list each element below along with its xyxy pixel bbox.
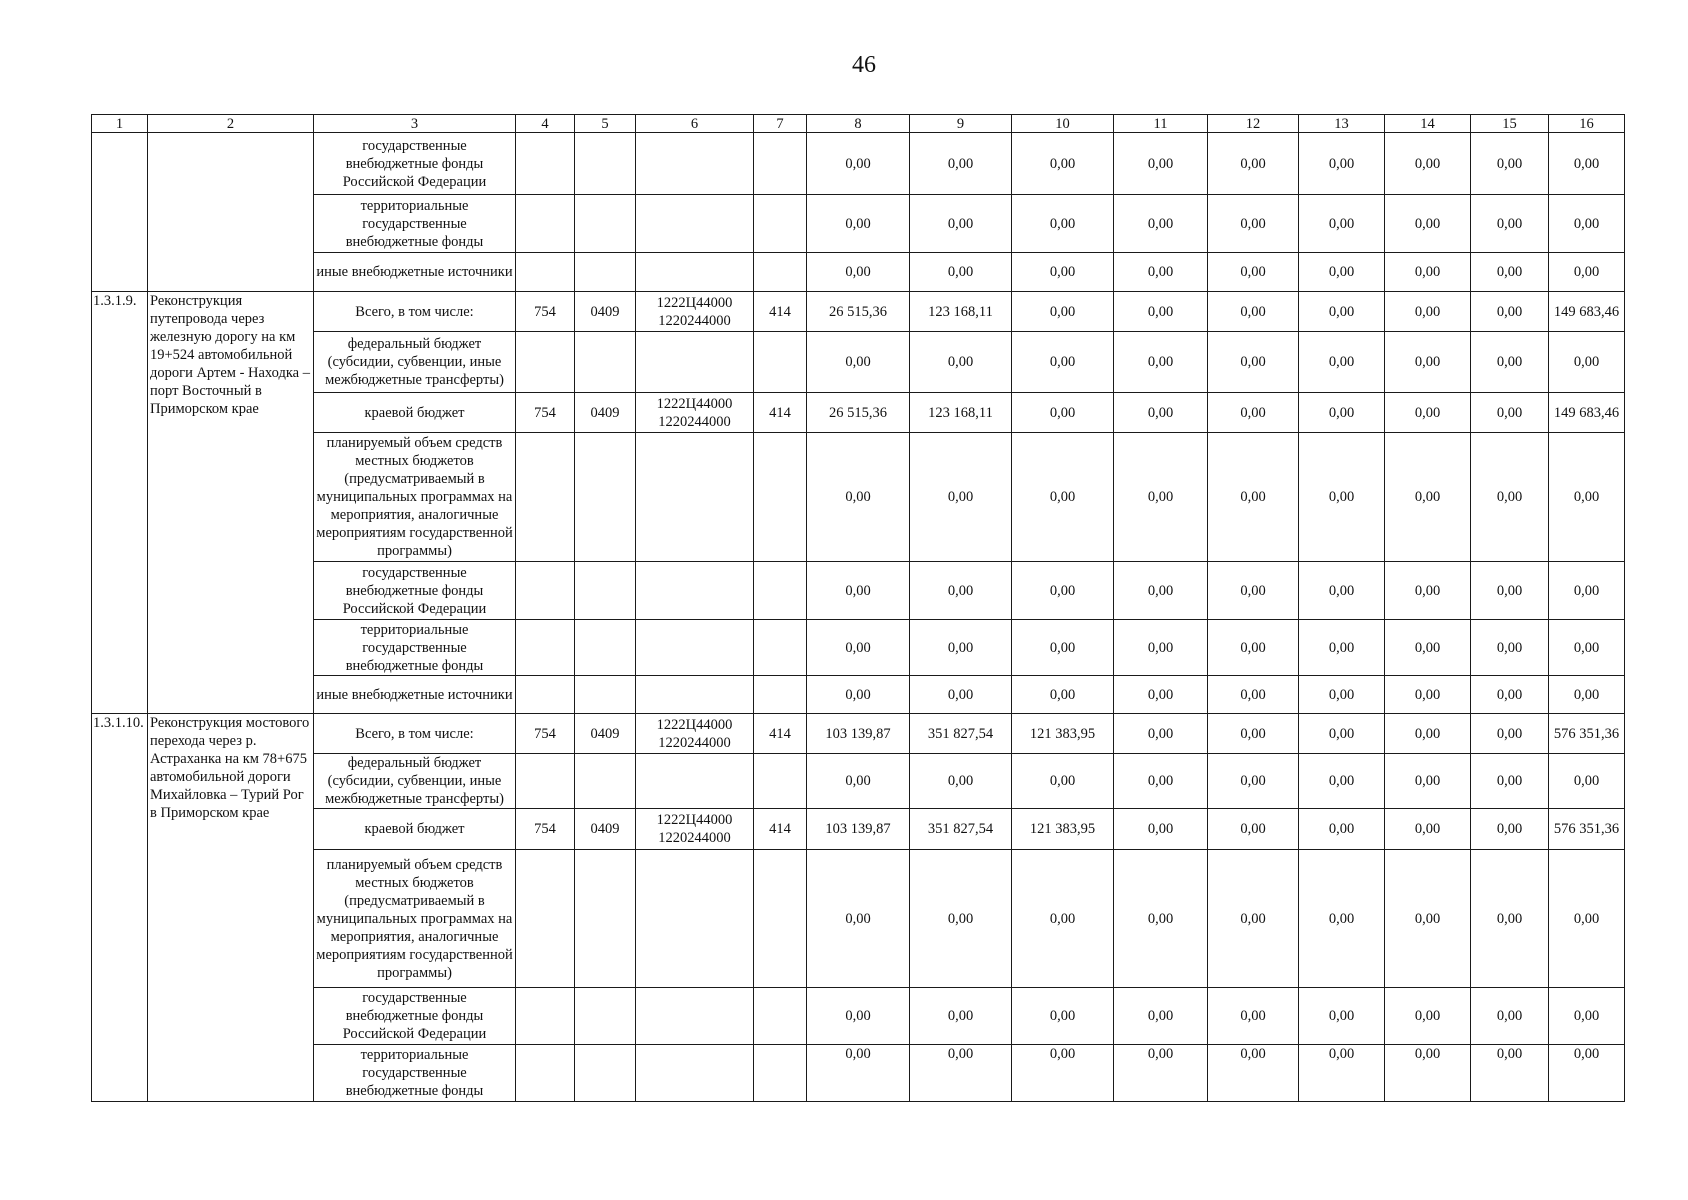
value-cell: 0,00 [1012, 133, 1114, 195]
value-cell: 0,00 [807, 850, 910, 988]
value-cell: 0,00 [910, 253, 1012, 292]
value-cell: 0,00 [1114, 133, 1208, 195]
rzpr-cell [575, 988, 636, 1045]
budget-table [91, 114, 1625, 1102]
source-label: краевой бюджет [314, 393, 516, 433]
value-cell: 0,00 [1208, 620, 1299, 676]
vr-cell [754, 988, 807, 1045]
value-cell: 0,00 [1012, 292, 1114, 332]
value-cell: 0,00 [1114, 809, 1208, 850]
value-cell: 0,00 [1471, 1045, 1549, 1102]
table-row [92, 754, 1625, 809]
grbs-cell [516, 1045, 575, 1102]
value-cell: 0,00 [1114, 988, 1208, 1045]
source-label: иные внебюджетные источники [314, 253, 516, 292]
value-cell: 0,00 [807, 562, 910, 620]
csr-code-1: 1222Ц44000 [656, 812, 733, 828]
total-cell: 149 683,46 [1549, 292, 1625, 332]
table-row [92, 133, 1625, 195]
vr-cell: 414 [754, 809, 807, 850]
csr-cell [636, 133, 754, 195]
source-label: территориальные государственные внебюджетные фонды [314, 1045, 516, 1102]
value-cell: 0,00 [1114, 433, 1208, 562]
vr-cell: 414 [754, 714, 807, 754]
value-cell: 0,00 [1114, 195, 1208, 253]
value-cell: 0,00 [1471, 714, 1549, 754]
csr-cell [636, 292, 754, 332]
vr-cell: 414 [754, 292, 807, 332]
value-cell: 0,00 [1471, 754, 1549, 809]
csr-cell [636, 253, 754, 292]
value-cell: 0,00 [1385, 195, 1471, 253]
value-cell: 0,00 [1471, 133, 1549, 195]
vr-cell [754, 195, 807, 253]
value-cell: 0,00 [1385, 620, 1471, 676]
value-cell: 0,00 [807, 133, 910, 195]
value-cell: 0,00 [807, 433, 910, 562]
value-cell: 26 515,36 [807, 292, 910, 332]
value-cell: 351 827,54 [910, 714, 1012, 754]
value-cell: 0,00 [1114, 850, 1208, 988]
value-cell: 0,00 [1208, 676, 1299, 714]
col-header: 7 [754, 115, 807, 133]
rzpr-cell [575, 195, 636, 253]
vr-cell [754, 676, 807, 714]
header-row [92, 115, 1625, 133]
table-row [92, 292, 1625, 332]
source-label: государственные внебюджетные фонды Российской Федерации [314, 988, 516, 1045]
vr-cell: 414 [754, 393, 807, 433]
vr-cell [754, 562, 807, 620]
value-cell: 103 139,87 [807, 809, 910, 850]
value-cell: 0,00 [1114, 714, 1208, 754]
value-cell: 0,00 [1471, 253, 1549, 292]
rzpr-cell [575, 1045, 636, 1102]
value-cell: 0,00 [1208, 292, 1299, 332]
value-cell: 0,00 [1549, 562, 1625, 620]
grbs-cell [516, 133, 575, 195]
value-cell: 0,00 [1114, 1045, 1208, 1102]
rzpr-cell [575, 754, 636, 809]
col-header: 12 [1208, 115, 1299, 133]
table-row [92, 562, 1625, 620]
value-cell: 0,00 [1012, 754, 1114, 809]
value-cell: 0,00 [1208, 332, 1299, 393]
value-cell: 0,00 [1208, 850, 1299, 988]
value-cell: 0,00 [1385, 253, 1471, 292]
table-row [92, 195, 1625, 253]
grbs-cell [516, 676, 575, 714]
value-cell: 0,00 [1299, 562, 1385, 620]
source-label: краевой бюджет [314, 809, 516, 850]
col-header: 16 [1549, 115, 1625, 133]
source-label: планируемый объем средств местных бюджетов (предусматриваемый в муниципальных программах на мероприятия, аналогичные мероприятиям государственной программы) [314, 850, 516, 988]
value-cell: 0,00 [1549, 133, 1625, 195]
value-cell: 0,00 [1471, 393, 1549, 433]
rzpr-cell [575, 332, 636, 393]
csr-code-2: 1220244000 [658, 734, 731, 751]
value-cell: 0,00 [1549, 676, 1625, 714]
value-cell: 0,00 [910, 133, 1012, 195]
value-cell: 0,00 [1549, 433, 1625, 562]
col-header: 14 [1385, 115, 1471, 133]
value-cell: 0,00 [1471, 292, 1549, 332]
value-cell: 0,00 [1549, 195, 1625, 253]
code-cell [92, 133, 148, 292]
page-number: 46 [852, 52, 876, 78]
csr-cell [636, 1045, 754, 1102]
rzpr-cell [575, 433, 636, 562]
csr-code-2: 1220244000 [658, 830, 731, 846]
col-header: 11 [1114, 115, 1208, 133]
value-cell: 0,00 [910, 195, 1012, 253]
value-cell: 0,00 [807, 253, 910, 292]
value-cell: 0,00 [1114, 676, 1208, 714]
value-cell: 0,00 [1385, 393, 1471, 433]
value-cell: 0,00 [910, 754, 1012, 809]
rzpr-cell: 0409 [575, 292, 636, 332]
source-label: государственные внебюджетные фонды Российской Федерации [314, 133, 516, 195]
vr-cell [754, 1045, 807, 1102]
value-cell: 0,00 [1471, 433, 1549, 562]
value-cell: 0,00 [1114, 253, 1208, 292]
vr-cell [754, 433, 807, 562]
value-cell: 123 168,11 [910, 292, 1012, 332]
value-cell: 0,00 [1299, 253, 1385, 292]
col-header: 5 [575, 115, 636, 133]
item-code: 1.3.1.9. [92, 292, 148, 714]
value-cell: 0,00 [1471, 850, 1549, 988]
table-row [92, 676, 1625, 714]
table-row [92, 988, 1625, 1045]
value-cell: 0,00 [1299, 714, 1385, 754]
col-header: 2 [148, 115, 314, 133]
rzpr-cell: 0409 [575, 809, 636, 850]
value-cell: 0,00 [910, 676, 1012, 714]
value-cell: 0,00 [1208, 195, 1299, 253]
total-cell: 576 351,36 [1549, 714, 1625, 754]
csr-cell [636, 809, 754, 850]
value-cell: 0,00 [1012, 1045, 1114, 1102]
col-header: 4 [516, 115, 575, 133]
value-cell: 0,00 [1385, 133, 1471, 195]
table-row [92, 620, 1625, 676]
value-cell: 0,00 [1012, 332, 1114, 393]
value-cell: 0,00 [1012, 620, 1114, 676]
value-cell: 0,00 [807, 988, 910, 1045]
value-cell: 0,00 [1012, 850, 1114, 988]
value-cell: 0,00 [1114, 292, 1208, 332]
value-cell: 0,00 [1385, 332, 1471, 393]
value-cell: 0,00 [910, 562, 1012, 620]
value-cell: 0,00 [1208, 988, 1299, 1045]
value-cell: 0,00 [1299, 809, 1385, 850]
vr-cell [754, 620, 807, 676]
source-label: Всего, в том числе: [314, 714, 516, 754]
csr-cell [636, 195, 754, 253]
value-cell: 0,00 [1471, 676, 1549, 714]
item-name: Реконструкция путепровода через железную дорогу на км 19+524 автомобильной дороги Артем - Находка – порт Восточный в Приморском крае [148, 292, 314, 714]
source-label: Всего, в том числе: [314, 292, 516, 332]
value-cell: 0,00 [1208, 393, 1299, 433]
value-cell: 0,00 [1549, 332, 1625, 393]
source-label: иные внебюджетные источники [314, 676, 516, 714]
value-cell: 0,00 [910, 332, 1012, 393]
value-cell: 0,00 [1471, 332, 1549, 393]
csr-code-1: 1222Ц44000 [656, 395, 733, 412]
grbs-cell [516, 988, 575, 1045]
value-cell: 0,00 [1471, 620, 1549, 676]
csr-cell [636, 620, 754, 676]
value-cell: 0,00 [1385, 850, 1471, 988]
table-row [92, 1045, 1625, 1102]
source-label: государственные внебюджетные фонды Российской Федерации [314, 562, 516, 620]
grbs-cell [516, 620, 575, 676]
rzpr-cell [575, 620, 636, 676]
col-header: 6 [636, 115, 754, 133]
vr-cell [754, 754, 807, 809]
vr-cell [754, 253, 807, 292]
value-cell: 0,00 [1471, 988, 1549, 1045]
value-cell: 0,00 [1012, 433, 1114, 562]
csr-cell [636, 433, 754, 562]
value-cell: 0,00 [1012, 195, 1114, 253]
value-cell: 0,00 [1299, 195, 1385, 253]
value-cell: 0,00 [910, 620, 1012, 676]
total-cell: 149 683,46 [1549, 393, 1625, 433]
grbs-cell [516, 253, 575, 292]
value-cell: 0,00 [1299, 988, 1385, 1045]
value-cell: 0,00 [1299, 292, 1385, 332]
table-row [92, 714, 1625, 754]
source-label: планируемый объем средств местных бюджетов (предусматриваемый в муниципальных программах на мероприятия, аналогичные мероприятиям государственной программы) [314, 433, 516, 562]
value-cell: 0,00 [1549, 1045, 1625, 1102]
value-cell: 0,00 [1012, 988, 1114, 1045]
value-cell: 0,00 [1208, 433, 1299, 562]
value-cell: 0,00 [1299, 850, 1385, 988]
value-cell: 0,00 [1208, 754, 1299, 809]
col-header: 8 [807, 115, 910, 133]
value-cell: 0,00 [1299, 433, 1385, 562]
rzpr-cell [575, 253, 636, 292]
csr-cell [636, 332, 754, 393]
value-cell: 0,00 [1385, 714, 1471, 754]
value-cell: 0,00 [1549, 988, 1625, 1045]
source-label: территориальные государственные внебюджетные фонды [314, 620, 516, 676]
csr-cell [636, 562, 754, 620]
table-row [92, 433, 1625, 562]
rzpr-cell [575, 850, 636, 988]
col-header: 15 [1471, 115, 1549, 133]
col-header: 13 [1299, 115, 1385, 133]
value-cell: 0,00 [1471, 195, 1549, 253]
col-header: 10 [1012, 115, 1114, 133]
value-cell: 26 515,36 [807, 393, 910, 433]
value-cell: 0,00 [1385, 988, 1471, 1045]
table-row [92, 332, 1625, 393]
grbs-cell: 754 [516, 809, 575, 850]
csr-code-2: 1220244000 [658, 312, 731, 329]
value-cell: 0,00 [1299, 133, 1385, 195]
value-cell: 0,00 [1385, 809, 1471, 850]
grbs-cell [516, 433, 575, 562]
vr-cell [754, 133, 807, 195]
value-cell: 0,00 [910, 433, 1012, 562]
value-cell: 0,00 [1385, 754, 1471, 809]
value-cell: 121 383,95 [1012, 809, 1114, 850]
value-cell: 0,00 [1208, 133, 1299, 195]
value-cell: 0,00 [1114, 332, 1208, 393]
value-cell: 0,00 [1012, 253, 1114, 292]
rzpr-cell: 0409 [575, 714, 636, 754]
item-name: Реконструкция мостового перехода через р. Астраханка на км 78+675 автомобильной дороги Михайловка – Турий Рог в Приморском крае [148, 714, 314, 1102]
value-cell: 0,00 [1385, 433, 1471, 562]
csr-cell [636, 676, 754, 714]
value-cell: 0,00 [1208, 1045, 1299, 1102]
source-label: федеральный бюджет (субсидии, субвенции, иные межбюджетные трансферты) [314, 754, 516, 809]
value-cell: 0,00 [1549, 620, 1625, 676]
rzpr-cell [575, 562, 636, 620]
value-cell: 0,00 [1299, 332, 1385, 393]
value-cell: 0,00 [1208, 809, 1299, 850]
value-cell: 0,00 [1299, 1045, 1385, 1102]
value-cell: 0,00 [1114, 562, 1208, 620]
value-cell: 0,00 [1208, 562, 1299, 620]
csr-code-2: 1220244000 [658, 413, 731, 430]
value-cell: 0,00 [1471, 562, 1549, 620]
table-row [92, 809, 1625, 850]
value-cell: 351 827,54 [910, 809, 1012, 850]
csr-code-1: 1222Ц44000 [656, 716, 733, 733]
value-cell: 0,00 [1549, 253, 1625, 292]
value-cell: 0,00 [1385, 292, 1471, 332]
value-cell: 121 383,95 [1012, 714, 1114, 754]
value-cell: 0,00 [1012, 393, 1114, 433]
value-cell: 0,00 [910, 850, 1012, 988]
value-cell: 0,00 [1114, 754, 1208, 809]
grbs-cell [516, 850, 575, 988]
total-cell: 576 351,36 [1549, 809, 1625, 850]
table-row [92, 850, 1625, 988]
csr-cell [636, 754, 754, 809]
value-cell: 0,00 [1299, 676, 1385, 714]
value-cell: 0,00 [910, 1045, 1012, 1102]
value-cell: 0,00 [1471, 809, 1549, 850]
grbs-cell: 754 [516, 292, 575, 332]
value-cell: 123 168,11 [910, 393, 1012, 433]
source-label: территориальные государственные внебюджетные фонды [314, 195, 516, 253]
col-header: 1 [92, 115, 148, 133]
value-cell: 0,00 [1114, 393, 1208, 433]
grbs-cell [516, 562, 575, 620]
col-header: 3 [314, 115, 516, 133]
value-cell: 0,00 [910, 988, 1012, 1045]
grbs-cell [516, 754, 575, 809]
value-cell: 0,00 [1208, 253, 1299, 292]
value-cell: 0,00 [807, 620, 910, 676]
source-label: федеральный бюджет (субсидии, субвенции, иные межбюджетные трансферты) [314, 332, 516, 393]
rzpr-cell [575, 133, 636, 195]
value-cell: 0,00 [1208, 714, 1299, 754]
value-cell: 0,00 [807, 195, 910, 253]
vr-cell [754, 850, 807, 988]
csr-cell [636, 850, 754, 988]
csr-code-1: 1222Ц44000 [656, 294, 733, 311]
value-cell: 0,00 [1385, 1045, 1471, 1102]
value-cell: 0,00 [1012, 676, 1114, 714]
rzpr-cell [575, 676, 636, 714]
col-header: 9 [910, 115, 1012, 133]
value-cell: 0,00 [807, 332, 910, 393]
value-cell: 0,00 [1385, 562, 1471, 620]
grbs-cell [516, 332, 575, 393]
value-cell: 0,00 [1299, 620, 1385, 676]
csr-cell [636, 393, 754, 433]
value-cell: 0,00 [1114, 620, 1208, 676]
item-code: 1.3.1.10. [92, 714, 148, 1102]
value-cell: 0,00 [1299, 754, 1385, 809]
csr-cell [636, 988, 754, 1045]
value-cell: 0,00 [1549, 754, 1625, 809]
value-cell: 0,00 [1012, 562, 1114, 620]
value-cell: 0,00 [1385, 676, 1471, 714]
value-cell: 0,00 [1549, 850, 1625, 988]
table-row [92, 393, 1625, 433]
value-cell: 0,00 [807, 754, 910, 809]
table-row [92, 253, 1625, 292]
rzpr-cell: 0409 [575, 393, 636, 433]
grbs-cell: 754 [516, 714, 575, 754]
value-cell: 0,00 [807, 676, 910, 714]
grbs-cell [516, 195, 575, 253]
value-cell: 0,00 [807, 1045, 910, 1102]
grbs-cell: 754 [516, 393, 575, 433]
csr-cell [636, 714, 754, 754]
value-cell: 0,00 [1299, 393, 1385, 433]
value-cell: 103 139,87 [807, 714, 910, 754]
name-cell [148, 133, 314, 292]
vr-cell [754, 332, 807, 393]
